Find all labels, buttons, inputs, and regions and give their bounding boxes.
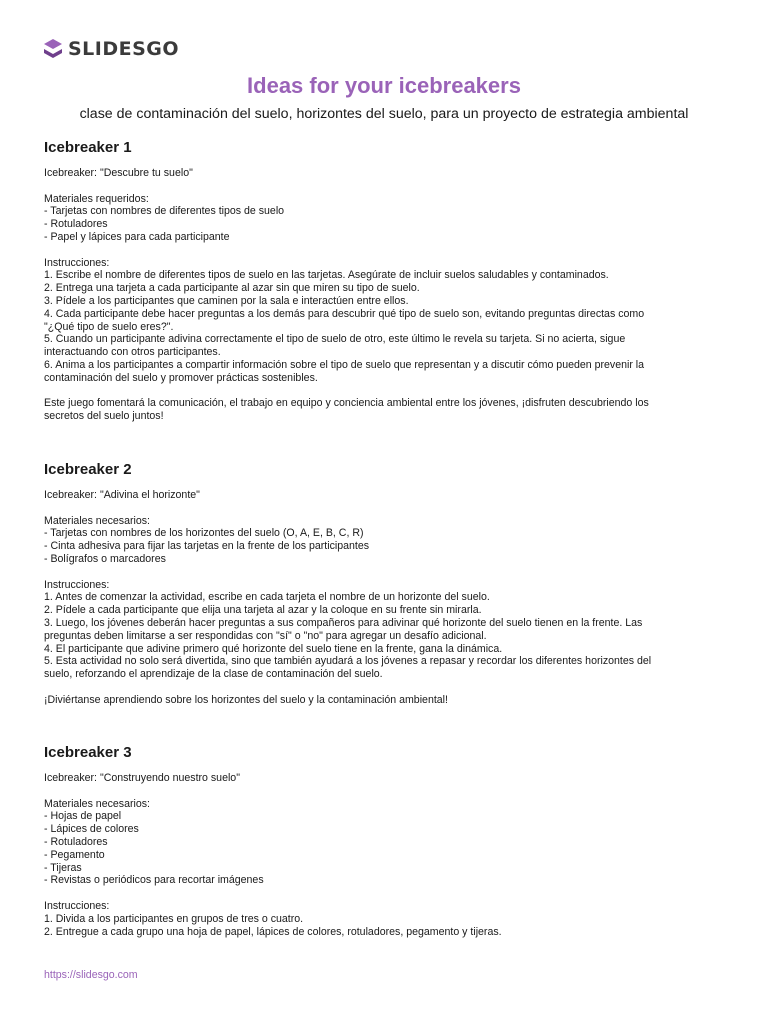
- section-text: [44, 772, 724, 938]
- text-line: [44, 385, 724, 398]
- icebreaker-section-1: [44, 139, 724, 423]
- text-line: Instrucciones:: [44, 578, 110, 591]
- text-line: 6. Anima a los participantes a compartir información sobre el tipo de suelo que representan y a discutir cómo pueden prevenir la: [44, 358, 645, 371]
- text-line: 1. Antes de comenzar la actividad, escribe en cada tarjeta el nombre de un horizonte del suelo.: [44, 591, 490, 604]
- section-heading: Icebreaker 1: [44, 139, 132, 156]
- text-line: 1. Escribe el nombre de diferentes tipos de suelo en las tarjetas. Asegúrate de incluir suelos saludables y contaminados.: [44, 269, 609, 282]
- text-line: - Lápices de colores: [44, 823, 139, 836]
- text-line: - Bolígrafos o marcadores: [44, 552, 166, 565]
- text-line: secretos del suelo juntos!: [44, 410, 164, 423]
- text-line: interactuando con otros participantes.: [44, 346, 221, 359]
- footer-link[interactable]: https://slidesgo.com: [44, 969, 138, 981]
- icebreaker-section-3: [44, 744, 724, 938]
- text-line: [44, 566, 724, 579]
- section-text: [44, 167, 724, 423]
- text-line: 4. El participante que adivine primero qué horizonte del suelo tiene en la frente, gana la dinámica.: [44, 642, 503, 655]
- section-heading: Icebreaker 3: [44, 744, 132, 761]
- text-line: [44, 887, 724, 900]
- slidesgo-logo[interactable]: [42, 38, 179, 60]
- text-line: [44, 681, 724, 694]
- page-title: Ideas for your icebreakers: [247, 73, 521, 98]
- text-line: Instrucciones:: [44, 256, 110, 269]
- text-line: [44, 244, 724, 257]
- text-line: - Tarjetas con nombres de los horizontes del suelo (O, A, E, B, C, R): [44, 527, 364, 540]
- text-line: Este juego fomentará la comunicación, el trabajo en equipo y conciencia ambiental entre los jóvenes, ¡disfruten descubriendo los: [44, 397, 649, 410]
- text-line: Materiales requeridos:: [44, 192, 149, 205]
- text-line: "¿Qué tipo de suelo eres?".: [44, 320, 174, 333]
- text-line: - Pegamento: [44, 848, 105, 861]
- text-line: Materiales necesarios:: [44, 797, 150, 810]
- text-line: Icebreaker: "Descubre tu suelo": [44, 167, 193, 179]
- text-line: - Tarjetas con nombres de diferentes tipos de suelo: [44, 205, 285, 218]
- text-line: - Rotuladores: [44, 218, 108, 231]
- text-line: 3. Pídele a los participantes que caminen por la sala e interactúen entre ellos.: [44, 294, 409, 307]
- logo-text: SLIDESGO: [68, 38, 180, 60]
- text-line: [44, 502, 724, 515]
- text-line: - Tijeras: [44, 861, 82, 874]
- page-subtitle: clase de contaminación del suelo, horizontes del suelo, para un proyecto de estrategia ambiental: [79, 106, 689, 122]
- text-line: 2. Entregue a cada grupo una hoja de papel, lápices de colores, rotuladores, pegamento y tijeras.: [44, 925, 502, 938]
- text-line: preguntas deben limitarse a ser respondidas con "sí" o "no" para agregar un desafío adicional.: [44, 629, 487, 642]
- text-line: Icebreaker: "Construyendo nuestro suelo": [44, 772, 240, 784]
- text-line: - Hojas de papel: [44, 810, 122, 823]
- slidesgo-logo-icon: [42, 38, 64, 60]
- text-line: - Revistas o periódicos para recortar imágenes: [44, 874, 264, 887]
- text-line: Icebreaker: "Adivina el horizonte": [44, 489, 200, 501]
- text-line: Materiales necesarios:: [44, 514, 150, 527]
- text-line: [44, 180, 724, 193]
- text-line: contaminación del suelo y promover prácticas sostenibles.: [44, 371, 318, 384]
- text-line: Instrucciones:: [44, 899, 110, 912]
- text-line: ¡Diviértanse aprendiendo sobre los horizontes del suelo y la contaminación ambiental!: [44, 693, 448, 706]
- text-line: - Rotuladores: [44, 835, 108, 848]
- text-line: 4. Cada participante debe hacer preguntas a los demás para descubrir qué tipo de suelo son, evitando preguntas directas como: [44, 307, 645, 320]
- text-line: 5. Cuando un participante adivina correctamente el tipo de suelo de otro, este último le revela su tarjeta. Si no acierta, sigue: [44, 333, 626, 346]
- text-line: suelo, reforzando el aprendizaje de la clase de contaminación del suelo.: [44, 668, 383, 681]
- text-line: 2. Entrega una tarjeta a cada participante al azar sin que miren su tipo de suelo.: [44, 282, 420, 295]
- section-heading: Icebreaker 2: [44, 461, 132, 478]
- text-line: - Papel y lápices para cada participante: [44, 230, 230, 243]
- text-line: - Cinta adhesiva para fijar las tarjetas en la frente de los participantes: [44, 540, 370, 553]
- section-text: [44, 489, 724, 707]
- icebreaker-section-2: [44, 461, 724, 707]
- text-line: 2. Pídele a cada participante que elija una tarjeta al azar y la coloque en su frente sin mirarla.: [44, 604, 482, 617]
- text-line: 1. Divida a los participantes en grupos de tres o cuatro.: [44, 912, 304, 925]
- text-line: 5. Esta actividad no solo será divertida, sino que también ayudará a los jóvenes a repasar y recordar los diferentes horizontes del: [44, 655, 652, 668]
- text-line: [44, 785, 724, 798]
- text-line: 3. Luego, los jóvenes deberán hacer preguntas a sus compañeros para adivinar qué horizonte del suelo tienen en la frente. Las: [44, 616, 643, 629]
